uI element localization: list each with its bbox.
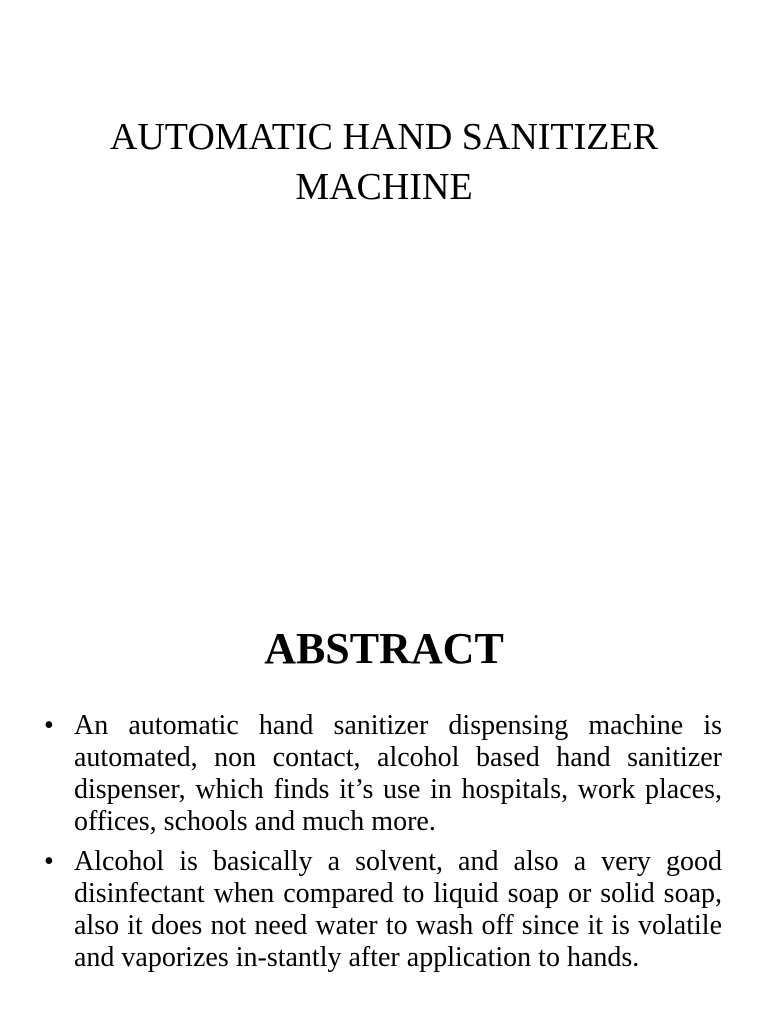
slide-title: [0, 112, 768, 212]
slide-title-line-2: MACHINE: [295, 166, 473, 208]
slide-title-line-1: AUTOMATIC HAND SANITIZER: [109, 116, 659, 158]
bullet-icon: •: [44, 846, 54, 877]
bullet-icon: •: [44, 710, 54, 741]
bullet-list: [0, 710, 768, 982]
bullet-item: [0, 710, 768, 838]
abstract-heading: ABSTRACT: [264, 624, 504, 673]
bullet-item: [0, 846, 768, 974]
bullet-text: An automatic hand sanitizer dispensing machine is automated, non contact, alcohol based hand sanitizer dispenser, which finds it’s use in hospitals, work places, offices, schools and much more.: [74, 710, 722, 837]
abstract-slide: [0, 600, 768, 1024]
bullet-text: Alcohol is basically a solvent, and also a very good disinfectant when compared to liquid soap or solid soap, also it does not need water to wash off since it is volatile and vaporizes in-stantly after application to hands.: [74, 846, 722, 973]
